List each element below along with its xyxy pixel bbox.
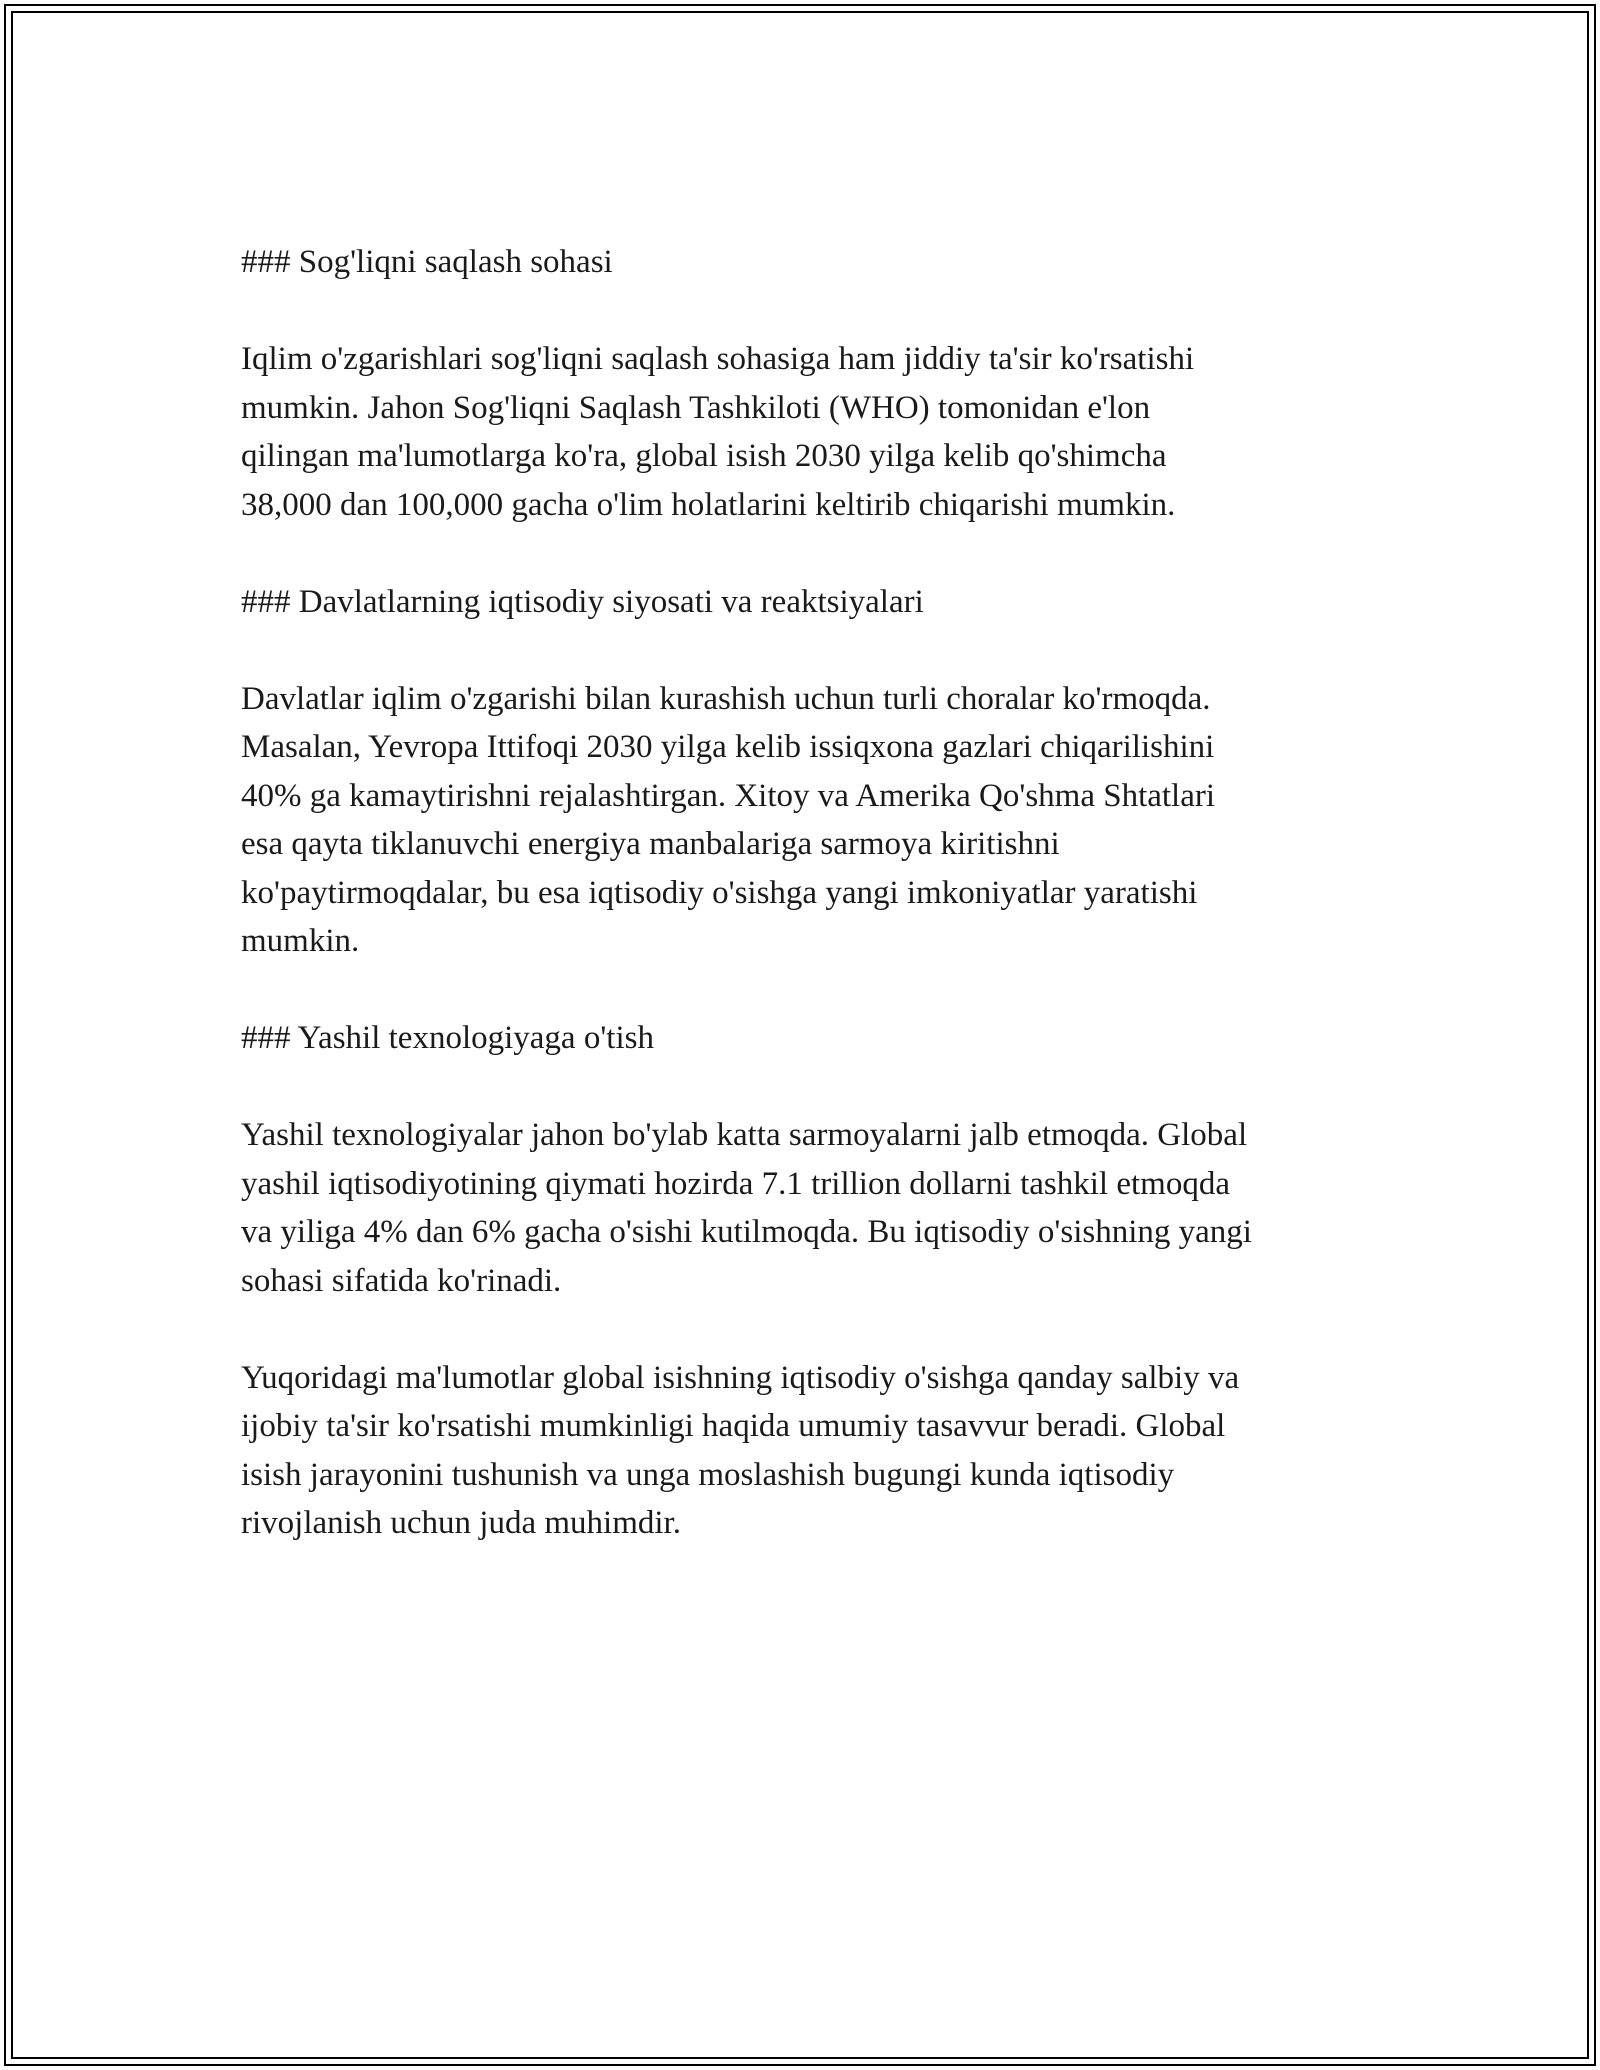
- document-body: [241, 238, 1381, 1596]
- section-heading-green-tech: ### Yashil texnologiyaga o'tish: [241, 1020, 654, 1056]
- section-heading-health: ### Sog'liqni saqlash sohasi: [241, 244, 613, 280]
- paragraph-green-tech: Yashil texnologiyalar jahon bo'ylab katta sarmoyalarni jalb etmoqda. Global yashil iqtisodiyotining qiymati hozirda 7.1 trillion dollarni tashkil etmoqda va yiliga 4% dan 6% gacha o'sishi kutilmoqda. Bu iqtisodiy o'sishning yangi sohasi sifatida ko'rinadi.: [241, 1117, 1252, 1299]
- document-page: [4, 4, 1596, 2066]
- paragraph-health: Iqlim o'zgarishlari sog'liqni saqlash sohasiga ham jiddiy ta'sir ko'rsatishi mumkin. Jahon Sog'liqni Saqlash Tashkiloti (WHO) tomonidan e'lon qilingan ma'lumotlarga ko'ra, global isish 2030 yilga kelib qo'shimcha 38,000 dan 100,000 gacha o'lim holatlarini keltirib chiqarishi mumkin.: [241, 341, 1195, 523]
- paragraph-conclusion: Yuqoridagi ma'lumotlar global isishning iqtisodiy o'sishga qanday salbiy va ijobiy ta'sir ko'rsatishi mumkinligi haqida umumiy tasavvur beradi. Global isish jarayonini tushunish va unga moslashish bugungi kunda iqtisodiy rivojlanish uchun juda muhimdir.: [241, 1359, 1240, 1541]
- section-heading-policy: ### Davlatlarning iqtisodiy siyosati va reaktsiyalari: [241, 583, 924, 620]
- paragraph-policy: Davlatlar iqlim o'zgarishi bilan kurashish uchun turli choralar ko'rmoqda. Masalan, Yevropa Ittifoqi 2030 yilga kelib issiqxona gazlari chiqarilishini 40% ga kamaytirishni rejalashtirgan. Xitoy va Amerika Qo'shma Shtatlari esa qayta tiklanuvchi energiya manbalariga sarmoya kiritishni ko'paytirmoqdalar, bu esa iqtisodiy o'sishga yangi imkoniyatlar yaratishi mumkin.: [241, 680, 1216, 959]
